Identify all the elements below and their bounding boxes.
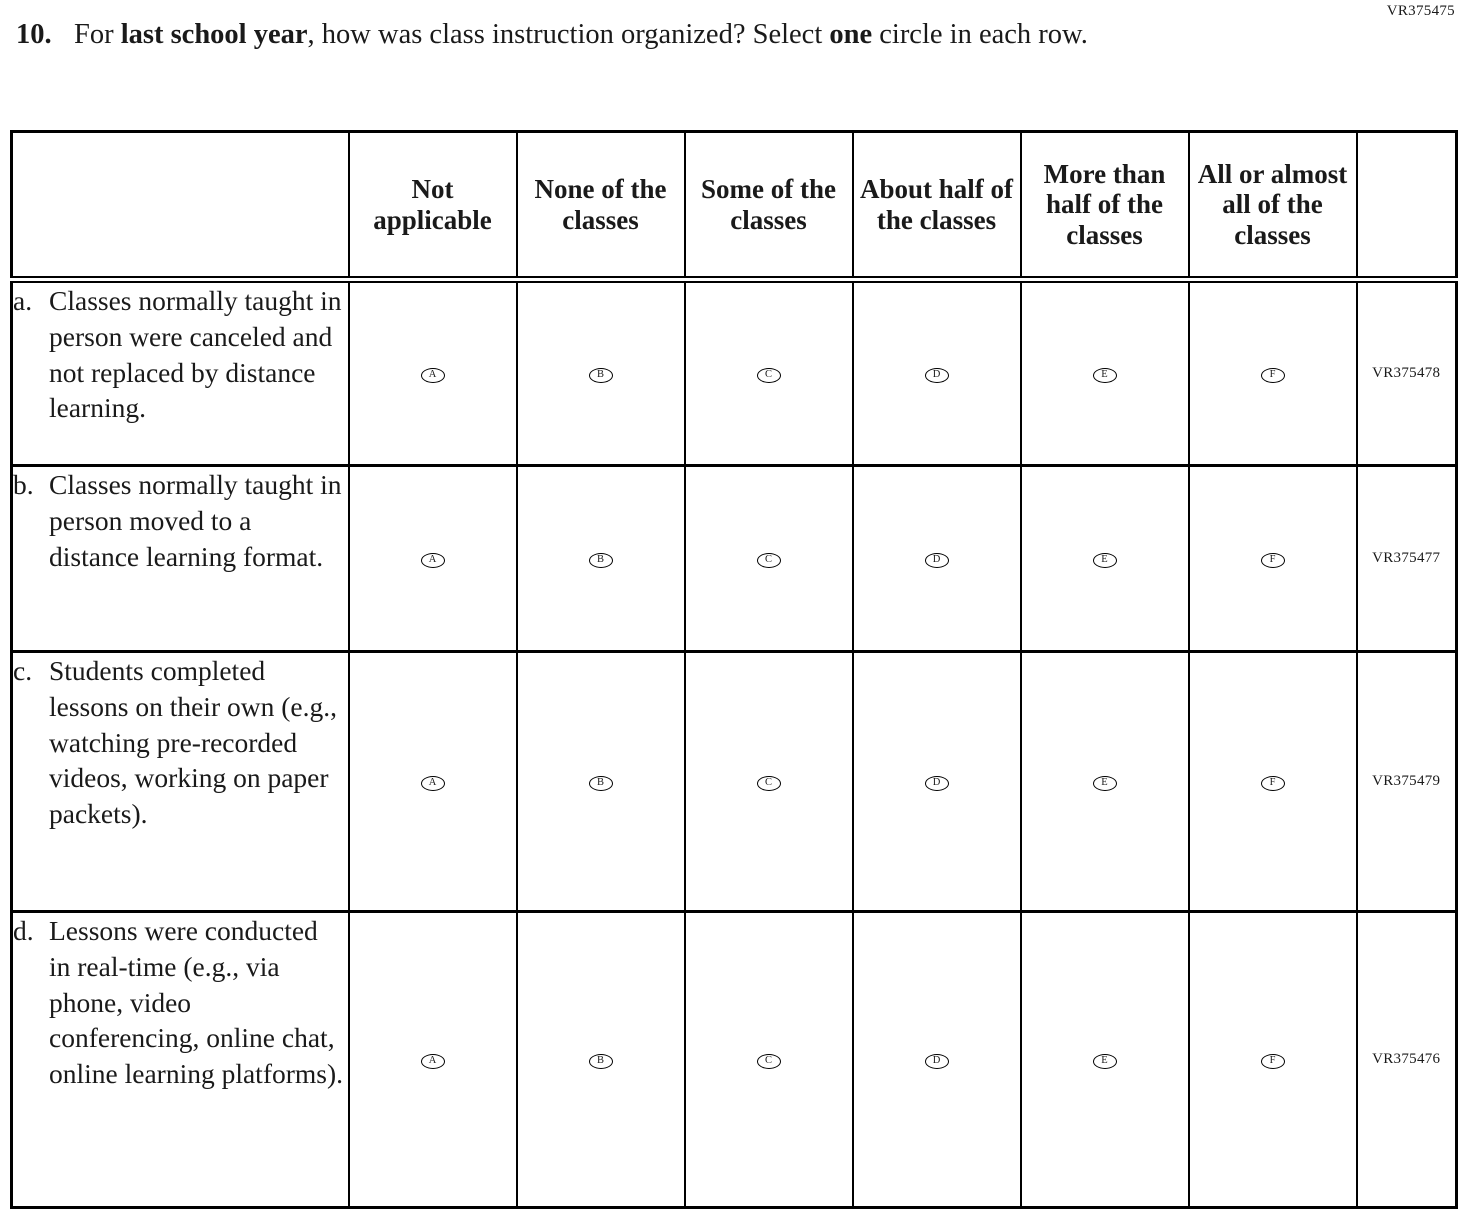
- row-a-cell-C: [685, 280, 853, 466]
- option-bubble[interactable]: C: [757, 553, 781, 568]
- column-header-more-than-half: More than half of the classes: [1021, 132, 1189, 280]
- question-block: [0, 0, 1467, 54]
- row-a-text: Classes normally taught in person were canceled and not replaced by distance learning.: [49, 285, 342, 424]
- column-header-some: Some of the classes: [685, 132, 853, 280]
- column-header-none: None of the classes: [517, 132, 685, 280]
- row-d-cell-C: [685, 912, 853, 1208]
- option-bubble[interactable]: E: [1093, 1054, 1117, 1069]
- option-bubble[interactable]: A: [421, 776, 445, 791]
- header-blank: [12, 132, 349, 280]
- option-bubble[interactable]: F: [1261, 553, 1285, 568]
- row-a-cell-E: [1021, 280, 1189, 466]
- row-a-cell-D: [853, 280, 1021, 466]
- row-a-cell-A: [349, 280, 517, 466]
- option-bubble[interactable]: D: [925, 776, 949, 791]
- column-header-not-applicable: Not applicable: [349, 132, 517, 280]
- table-row-c: [12, 652, 1457, 912]
- option-bubble[interactable]: B: [589, 1054, 613, 1069]
- row-b-text: Classes normally taught in person moved to a distance learning format.: [49, 469, 342, 572]
- row-d-cell-B: [517, 912, 685, 1208]
- row-b-code: VR375477: [1357, 466, 1457, 652]
- option-bubble[interactable]: A: [421, 553, 445, 568]
- row-b-label-cell: [12, 466, 349, 652]
- option-bubble[interactable]: B: [589, 368, 613, 383]
- row-d-cell-D: [853, 912, 1021, 1208]
- option-bubble[interactable]: C: [757, 776, 781, 791]
- option-bubble[interactable]: F: [1261, 776, 1285, 791]
- column-header-about-half: About half of the classes: [853, 132, 1021, 280]
- row-c-cell-D: [853, 652, 1021, 912]
- row-d-text: Lessons were conducted in real-time (e.g., via phone, video conferencing, online chat, online learning platforms).: [49, 915, 344, 1089]
- table-row-b: [12, 466, 1457, 652]
- row-d-code: VR375476: [1357, 912, 1457, 1208]
- row-c-letter: c.: [13, 655, 33, 686]
- header-code-blank: [1357, 132, 1457, 280]
- response-grid: [10, 130, 1458, 1209]
- row-d-cell-F: [1189, 912, 1357, 1208]
- option-bubble[interactable]: C: [757, 368, 781, 383]
- option-bubble[interactable]: E: [1093, 553, 1117, 568]
- question-bold-last-school-year: last school year: [120, 19, 308, 50]
- header-row: [12, 132, 1457, 280]
- option-bubble[interactable]: A: [421, 368, 445, 383]
- row-b-cell-A: [349, 466, 517, 652]
- row-d-label-cell: [12, 912, 349, 1208]
- form-code: VR375475: [1386, 3, 1455, 19]
- row-c-label-cell: [12, 652, 349, 912]
- row-c-cell-A: [349, 652, 517, 912]
- option-bubble[interactable]: B: [589, 776, 613, 791]
- row-b-cell-F: [1189, 466, 1357, 652]
- question-seg5: circle in each row.: [872, 19, 1088, 50]
- question-number: 10.: [16, 19, 52, 50]
- option-bubble[interactable]: C: [757, 1054, 781, 1069]
- option-bubble[interactable]: D: [925, 368, 949, 383]
- option-bubble[interactable]: F: [1261, 368, 1285, 383]
- row-a-cell-B: [517, 280, 685, 466]
- row-a-code: VR375478: [1357, 280, 1457, 466]
- option-bubble[interactable]: B: [589, 553, 613, 568]
- row-a-label-cell: [12, 280, 349, 466]
- row-c-code: VR375479: [1357, 652, 1457, 912]
- option-bubble[interactable]: D: [925, 1054, 949, 1069]
- row-c-cell-E: [1021, 652, 1189, 912]
- row-d-cell-A: [349, 912, 517, 1208]
- row-b-cell-D: [853, 466, 1021, 652]
- row-a-letter: a.: [13, 285, 33, 316]
- option-bubble[interactable]: F: [1261, 1054, 1285, 1069]
- row-c-cell-C: [685, 652, 853, 912]
- question-bold-one: one: [829, 19, 873, 50]
- table-row-d: [12, 912, 1457, 1208]
- row-b-cell-E: [1021, 466, 1189, 652]
- row-c-cell-F: [1189, 652, 1357, 912]
- option-bubble[interactable]: D: [925, 553, 949, 568]
- row-b-cell-C: [685, 466, 853, 652]
- row-a-cell-F: [1189, 280, 1357, 466]
- row-d-cell-E: [1021, 912, 1189, 1208]
- row-b-cell-B: [517, 466, 685, 652]
- row-b-letter: b.: [13, 469, 34, 500]
- option-bubble[interactable]: E: [1093, 368, 1117, 383]
- row-d-letter: d.: [13, 915, 34, 946]
- option-bubble[interactable]: A: [421, 1054, 445, 1069]
- option-bubble[interactable]: E: [1093, 776, 1117, 791]
- row-c-text: Students completed lessons on their own (e.g., watching pre-recorded videos, working on paper packets).: [49, 655, 337, 829]
- table-row-a: [12, 280, 1457, 466]
- question-seg3: , how was class instruction organized? Select: [307, 19, 830, 50]
- question-seg1: For: [74, 19, 121, 50]
- column-header-all: All or almost all of the classes: [1189, 132, 1357, 280]
- row-c-cell-B: [517, 652, 685, 912]
- question-text: [74, 16, 1088, 54]
